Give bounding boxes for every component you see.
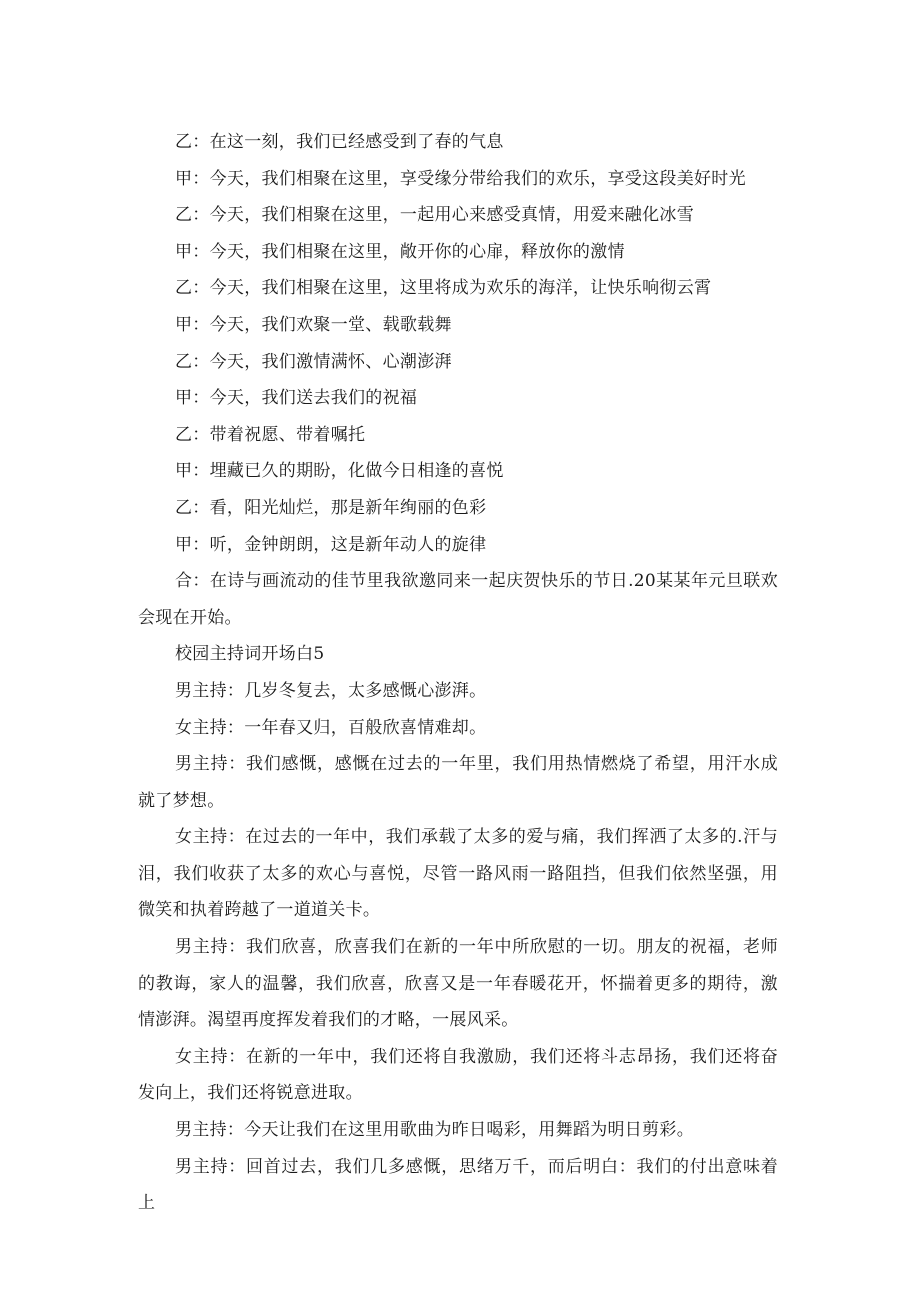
dialogue-line: 甲：埋藏已久的期盼，化做今日相逢的喜悦 — [175, 461, 504, 482]
dialogue-line: 乙：带着祝愿、带着嘱托 — [175, 424, 366, 445]
dialogue-line: 甲：今天，我们相聚在这里，享受缘分带给我们的欢乐，享受这段美好时光 — [175, 168, 746, 189]
dialogue-line: 乙：看，阳光灿烂，那是新年绚丽的色彩 — [175, 497, 487, 518]
dialogue-line: 男主持：我们欣喜，欣喜我们在新的一年中所欣慰的一切。朋友的祝福，老师的教诲，家人的温馨，我们欣喜，欣喜又是一年春暖花开，怀揣着更多的期待，激情澎湃。渴望再度挥发着我们的才略，一展风采。 — [138, 937, 778, 1031]
dialogue-line: 男主持：几岁冬复去，太多感慨心澎湃。 — [175, 680, 487, 701]
dialogue-line: 男主持：今天让我们在这里用歌曲为昨日喝彩，用舞蹈为明日剪彩。 — [175, 1120, 694, 1141]
dialogue-line: 男主持：回首过去，我们几多感慨，思绪万千，而后明白：我们的付出意味着上 — [138, 1156, 778, 1214]
dialogue-line: 甲：今天，我们欢聚一堂、载歌载舞 — [175, 314, 452, 335]
dialogue-line: 女主持：在过去的一年中，我们承载了太多的爱与痛，我们挥洒了太多的.汗与泪，我们收获了太多的欢心与喜悦，尽管一路风雨一路阻挡，但我们依然坚强，用微笑和执着跨越了一道道关卡。 — [138, 827, 778, 921]
dialogue-line: 女主持：在新的一年中，我们还将自我激励，我们还将斗志昂扬，我们还将奋发向上，我们还将锐意进取。 — [138, 1046, 778, 1104]
dialogue-line: 合：在诗与画流动的佳节里我欲邀同来一起庆贺快乐的节日.20某某年元旦联欢会现在开始。 — [138, 571, 778, 628]
dialogue-line: 乙：今天，我们激情满怀、心潮澎湃 — [175, 351, 452, 372]
dialogue-line: 乙：今天，我们相聚在这里，这里将成为欢乐的海洋，让快乐响彻云霄 — [175, 278, 712, 299]
dialogue-line: 女主持：一年春又归，百般欣喜情难却。 — [175, 717, 487, 738]
dialogue-line: 甲：今天，我们送去我们的祝福 — [175, 388, 418, 409]
dialogue-line: 甲：听，金钟朗朗，这是新年动人的旋律 — [175, 534, 487, 555]
dialogue-line: 乙：今天，我们相聚在这里，一起用心来感受真情，用爱来融化冰雪 — [175, 205, 694, 226]
dialogue-line: 乙：在这一刻，我们已经感受到了春的气息 — [175, 132, 504, 152]
section-heading: 校园主持词开场白5 — [175, 644, 325, 665]
dialogue-line: 甲：今天，我们相聚在这里，敞开你的心扉，释放你的激情 — [175, 241, 625, 262]
dialogue-line: 男主持：我们感慨，感慨在过去的一年里，我们用热情燃烧了希望，用汗水成就了梦想。 — [138, 754, 778, 811]
